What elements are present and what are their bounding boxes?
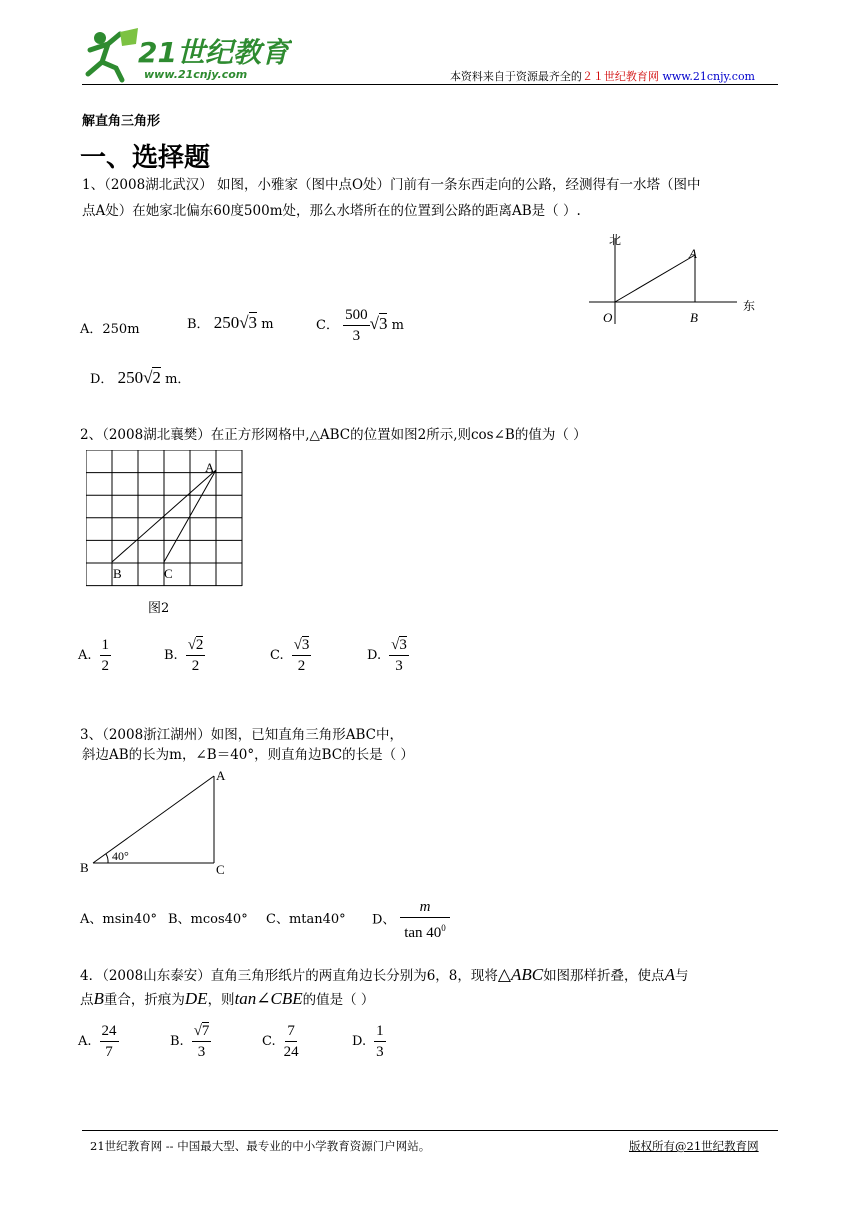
- q1-option-b-unit: m: [261, 317, 274, 332]
- q4-line2-de: DE: [184, 989, 208, 1008]
- q3-option-d: [372, 898, 450, 942]
- q3-point-b: B: [80, 860, 89, 875]
- q3-option-d-sup: 0: [441, 923, 446, 933]
- q1-north-label: 北: [609, 233, 622, 247]
- q1-east-label: 东: [743, 299, 756, 313]
- sqrt-icon: √: [239, 313, 249, 332]
- q4-line1-math: △ABC: [497, 965, 544, 984]
- q4-line1-b: 如图那样折叠，使点: [543, 968, 665, 984]
- q4-option-label: A.: [78, 1034, 92, 1049]
- q2-option-label: C.: [270, 648, 284, 663]
- q2-option-radicand: 2: [195, 637, 204, 653]
- q4-option-radicand: 7: [201, 1023, 210, 1039]
- q3-option-a: A、msin40°: [80, 912, 157, 927]
- q2-option-radicand: 3: [399, 637, 407, 653]
- q2-option-a: [78, 636, 111, 675]
- q3-point-c: C: [216, 862, 225, 877]
- sqrt-icon: √: [143, 368, 153, 387]
- q1-point-b: B: [690, 310, 698, 325]
- q4-line2-a: 点: [80, 992, 94, 1008]
- q1-option-d-label: D．: [90, 372, 114, 387]
- q4-option-numerator: 1: [376, 1023, 384, 1039]
- q2-option-radicand: 3: [301, 637, 310, 653]
- q1-option-d-value: 250: [117, 368, 144, 387]
- sqrt-icon: √: [391, 637, 400, 653]
- q2-option-c: [270, 636, 311, 675]
- header-source: [450, 68, 755, 84]
- q1-option-c-num: 500: [343, 306, 370, 326]
- logo-url: www.21cnjy.com: [144, 68, 248, 81]
- q3-figure: [76, 768, 236, 878]
- q1-option-c-label: C．: [316, 318, 339, 333]
- q2-option-label: D.: [367, 648, 382, 663]
- header-divider: [82, 84, 778, 85]
- footer-divider: [82, 1130, 778, 1131]
- q4-option-d: [352, 1022, 386, 1061]
- q2-figure-caption: 图2: [148, 601, 170, 616]
- section-title: 一、选择题: [80, 143, 211, 173]
- q4-line2-c: ，则: [207, 992, 235, 1008]
- q4-option-denominator: 24: [283, 1044, 299, 1060]
- q2-point-a: A: [205, 460, 215, 475]
- q4-option-label: D.: [352, 1034, 367, 1049]
- q3-line1: 3、（2008浙江湖州）如图，已知直角三角形ABC中，: [80, 727, 403, 743]
- sqrt-icon: √: [193, 1023, 202, 1039]
- q4-line1: [80, 962, 688, 989]
- q3-option-d-den: tan 40: [404, 925, 442, 941]
- q1-option-d: [90, 368, 190, 388]
- q4-option-denominator: 7: [105, 1044, 113, 1060]
- q4-option-a: [78, 1022, 119, 1061]
- q2-option-b: [164, 636, 205, 675]
- q4-option-denominator: 3: [197, 1044, 206, 1060]
- q1-option-d-rad: 2: [152, 368, 161, 387]
- q1-option-c-rad: 3: [378, 314, 388, 333]
- q4-option-label: C.: [262, 1034, 276, 1049]
- q4-line2-tan: tan∠CBE: [234, 989, 303, 1008]
- q1-option-c: [316, 306, 404, 345]
- q1-line1: 1、（2008湖北武汉） 如图，小雅家（图中点O处）门前有一条东西走向的公路，经测得有一水塔（图中: [82, 177, 701, 193]
- q4-option-label: B.: [170, 1034, 184, 1049]
- q1-option-a: A．250m: [80, 322, 140, 337]
- q2-option-denominator: 2: [297, 658, 306, 674]
- q2-option-d: [367, 636, 409, 675]
- q2-point-c: C: [164, 566, 173, 581]
- q1-option-b-rad: 3: [248, 313, 258, 332]
- q4-option-c: [262, 1022, 299, 1061]
- q1-option-b: [187, 313, 274, 333]
- q4-line2: [80, 986, 374, 1013]
- logo-title: 21世纪教育: [138, 36, 289, 69]
- q1-option-b-value: 250: [213, 313, 240, 332]
- q1-figure: [585, 228, 765, 328]
- q1-point-o: O: [603, 310, 613, 325]
- q4-line2-point-b: B: [93, 989, 104, 1008]
- q4-line2-d: 的值是（ ）: [302, 992, 375, 1008]
- q2-point-b: B: [113, 566, 122, 581]
- q1-point-a: A: [689, 246, 697, 261]
- q3-point-a: A: [216, 768, 226, 783]
- q2-option-label: A.: [78, 648, 92, 663]
- q3-option-b: B、mcos40°: [168, 912, 248, 927]
- sqrt-icon: √: [187, 637, 196, 653]
- q3-option-c: C、mtan40°: [266, 912, 346, 927]
- q4-line1-point-a: A: [664, 965, 675, 984]
- sqrt-icon: √: [293, 637, 302, 653]
- site-logo: [82, 28, 292, 88]
- footer-copyright-link[interactable]: 版权所有@21世纪教育网: [629, 1139, 759, 1153]
- q2-text: 2、（2008湖北襄樊）在正方形网格中,△ABC的位置如图2所示,则cos∠B的值为（ ）: [80, 427, 587, 443]
- q3-option-d-label: D、: [372, 912, 396, 928]
- running-figure-icon: [88, 28, 138, 80]
- q3-option-d-num: m: [400, 898, 451, 918]
- sqrt-icon: √: [369, 314, 379, 333]
- q2-option-label: B.: [164, 648, 178, 663]
- q1-option-d-unit: m．: [165, 372, 191, 387]
- q3-line2: 斜边AB的长为m，∠B＝40°，则直角边BC的长是（ ）: [82, 747, 414, 763]
- q2-grid-figure: [86, 450, 246, 588]
- q4-option-numerator: 24: [101, 1023, 117, 1039]
- q4-option-denominator: 3: [376, 1044, 384, 1060]
- q1-line2: 点A处）在她家北偏东60度500m处，那么水塔所在的位置到公路的距离AB是（ ）.: [82, 203, 581, 219]
- header-source-prefix: 本资料来自于资源最齐全的: [449, 70, 582, 83]
- q2-option-denominator: 3: [395, 658, 403, 674]
- q1-option-c-den: 3: [352, 328, 361, 344]
- q3-angle-label: 40°: [112, 849, 129, 863]
- q2-option-denominator: 2: [191, 658, 200, 674]
- q2-option-denominator: 2: [101, 658, 110, 674]
- q1-option-b-label: B．: [187, 317, 210, 332]
- q4-line2-b: 重合，折痕为: [103, 992, 185, 1008]
- q4-option-b: [170, 1022, 211, 1061]
- header-source-url: www.21cnjy.com: [662, 70, 755, 83]
- doc-title: 解直角三角形: [82, 114, 161, 129]
- q4-line1-c: 与: [674, 968, 689, 984]
- header-source-site: ２１世纪教育网: [581, 70, 659, 83]
- q4-option-numerator: 7: [287, 1023, 295, 1039]
- footer-text: 21世纪教育网 -- 中国最大型、最专业的中小学教育资源门户网站。: [90, 1139, 431, 1153]
- q2-option-numerator: 1: [101, 637, 110, 653]
- q4-line1-a: 4．（2008山东泰安）直角三角形纸片的两直角边长分别为6，8，现将: [80, 968, 498, 984]
- q1-option-c-unit: m: [391, 318, 404, 333]
